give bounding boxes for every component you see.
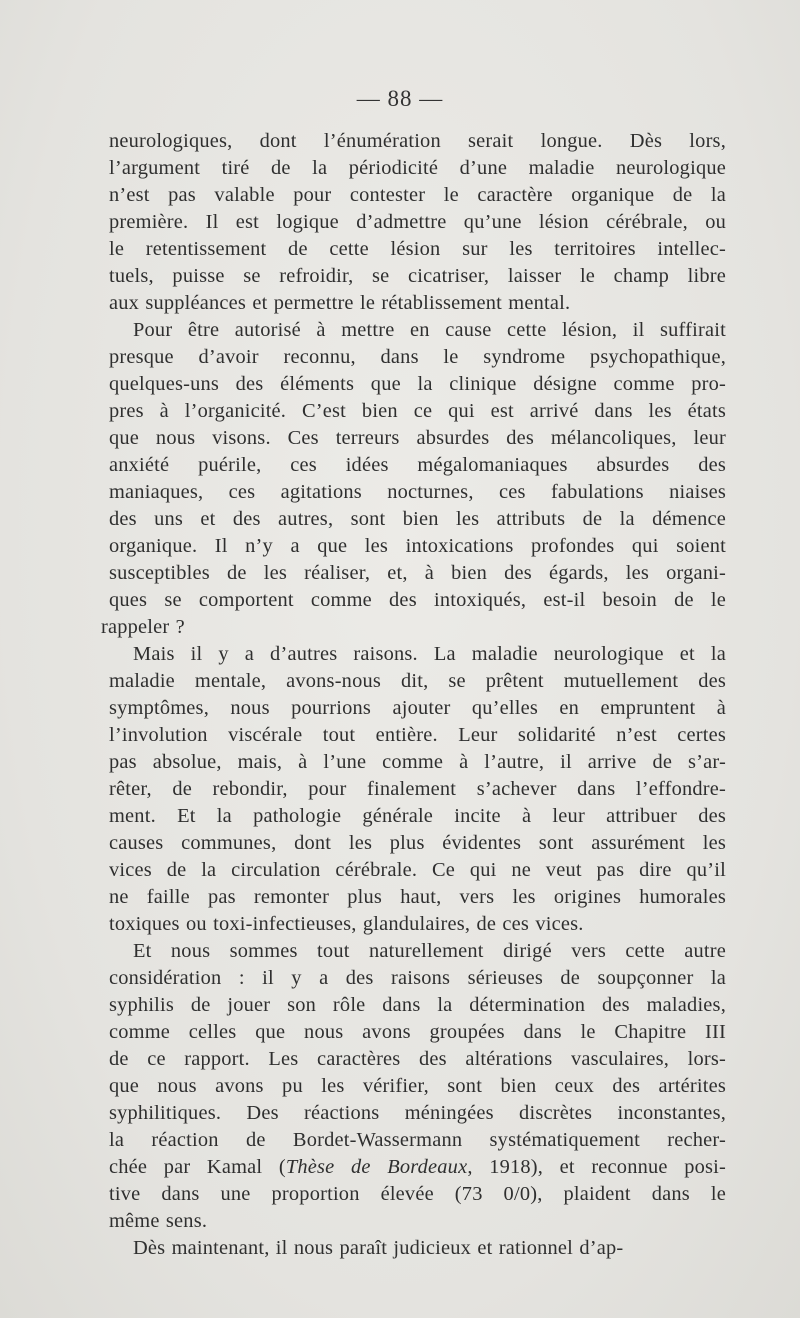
text-line: l’argument tiré de la périodicité d’une maladie neurologique <box>109 157 726 179</box>
text-line: presque d’avoir reconnu, dans le syndrome psychopathique, <box>109 346 726 368</box>
citation-post: , 1918), et reconnue posi- <box>467 1156 726 1178</box>
text-line: toxiques ou toxi-infectieuses, glandulaires, de ces vices. <box>109 913 584 935</box>
text-line: vices de la circulation cérébrale. Ce qui ne veut pas dire qu’il <box>109 859 726 881</box>
text-line: tuels, puisse se refroidir, se cicatriser, laisser le champ libre <box>109 265 726 287</box>
text-line: causes communes, dont les plus évidentes sont assurément les <box>109 832 726 854</box>
paragraph-first-line: Mais il y a d’autres raisons. La maladie neurologique et la <box>133 643 726 665</box>
text-line: organique. Il n’y a que les intoxications profondes qui soient <box>109 535 726 557</box>
text-line: pas absolue, mais, à l’une comme à l’autre, il arrive de s’ar- <box>109 751 726 773</box>
text-line: ment. Et la pathologie générale incite à leur attribuer des <box>109 805 726 827</box>
text-line: comme celles que nous avons groupées dans le Chapitre III <box>109 1021 726 1043</box>
text-line: tive dans une proportion élevée (73 0/0), plaident dans le <box>109 1183 726 1205</box>
text-line: maladie mentale, avons-nous dit, se prêtent mutuellement des <box>109 670 726 692</box>
text-line: des uns et des autres, sont bien les attributs de la démence <box>109 508 726 530</box>
thesis-title: Thèse de Bordeaux <box>285 1156 468 1178</box>
text-line: que nous visons. Ces terreurs absurdes des mélancoliques, leur <box>109 427 726 449</box>
text-line: syphilis de jouer son rôle dans la détermination des maladies, <box>109 994 726 1016</box>
text-line: première. Il est logique d’admettre qu’une lésion cérébrale, ou <box>109 211 726 233</box>
paragraph-first-line: Dès maintenant, il nous paraît judicieux et rationnel d’ap- <box>133 1237 624 1259</box>
text-line: rêter, de rebondir, pour finalement s’achever dans l’effondre- <box>109 778 726 800</box>
text-line: la réaction de Bordet-Wassermann systématiquement recher- <box>109 1129 726 1151</box>
text-line: l’involution viscérale tout entière. Leur solidarité n’est certes <box>109 724 726 746</box>
body-text <box>101 128 726 1262</box>
text-line: le retentissement de cette lésion sur les territoires intellec- <box>109 238 726 260</box>
text-line: anxiété puérile, ces idées mégalomaniaques absurdes des <box>109 454 726 476</box>
text-line: de ce rapport. Les caractères des altérations vasculaires, lors- <box>109 1048 726 1070</box>
text-line: rappeler ? <box>101 616 185 638</box>
text-line: quelques-uns des éléments que la clinique désigne comme pro- <box>109 373 726 395</box>
text-line: ne faille pas remonter plus haut, vers les origines humorales <box>109 886 726 908</box>
citation-line <box>109 1154 726 1181</box>
text-line: considération : il y a des raisons sérieuses de soupçonner la <box>109 967 726 989</box>
citation-pre: chée par Kamal ( <box>109 1156 286 1178</box>
text-line: aux suppléances et permettre le rétablissement mental. <box>109 292 571 314</box>
text-line: neurologiques, dont l’énumération serait longue. Dès lors, <box>109 130 726 152</box>
paragraph-first-line: Pour être autorisé à mettre en cause cette lésion, il suffirait <box>133 319 726 341</box>
page-number: — 88 — <box>356 86 444 111</box>
paragraph-first-line: Et nous sommes tout naturellement dirigé vers cette autre <box>133 940 726 962</box>
text-line: susceptibles de les réaliser, et, à bien des égards, les organi- <box>109 562 726 584</box>
text-line: même sens. <box>109 1210 208 1232</box>
text-line: syphilitiques. Des réactions méningées discrètes inconstantes, <box>109 1102 726 1124</box>
text-line: maniaques, ces agitations nocturnes, ces fabulations niaises <box>109 481 726 503</box>
text-line: que nous avons pu les vérifier, sont bien ceux des artérites <box>109 1075 726 1097</box>
text-line: symptômes, nous pourrions ajouter qu’elles en empruntent à <box>109 697 726 719</box>
text-line: ques se comportent comme des intoxiqués, est-il besoin de le <box>109 589 726 611</box>
text-line: n’est pas valable pour contester le caractère organique de la <box>109 184 726 206</box>
text-line: pres à l’organicité. C’est bien ce qui est arrivé dans les états <box>109 400 726 422</box>
